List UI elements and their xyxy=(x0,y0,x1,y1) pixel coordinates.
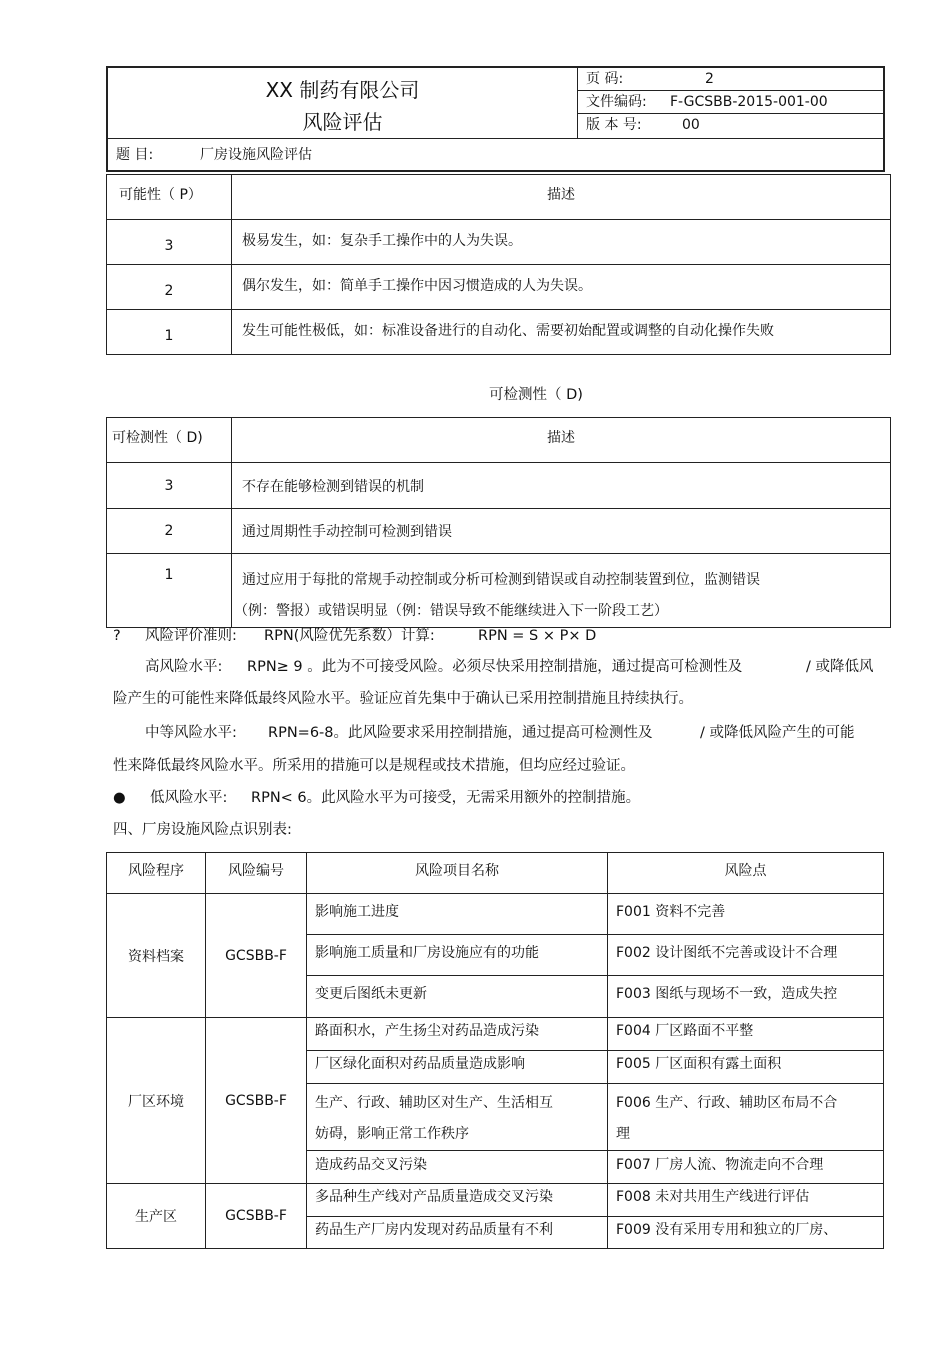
header-risk-point: 风险点 xyxy=(608,853,884,894)
detectability-desc: 通过周期性手动控制可检测到错误 xyxy=(232,509,891,554)
table-header-row xyxy=(107,853,884,894)
subject-label: 题 目: xyxy=(116,147,154,163)
table-row xyxy=(107,1184,884,1217)
risk-item-name-cell xyxy=(307,1084,608,1151)
header-program: 风险程序 xyxy=(107,853,206,894)
possibility-level: 1 xyxy=(107,310,232,355)
detectability-desc: 不存在能够检测到错误的机制 xyxy=(232,463,891,509)
risk-program: 资料档案 xyxy=(107,894,206,1018)
risk-point: F008 未对共用生产线进行评估 xyxy=(608,1184,884,1217)
risk-item-name-cont: 妨碍，影响正常工作秩序 xyxy=(315,1126,469,1142)
page-label: 页 码: xyxy=(586,71,624,87)
high-risk-text: RPN≥ 9 。此为不可接受风险。必须尽快采用控制措施，通过提高可检测性及 xyxy=(247,659,743,675)
risk-item-name: 变更后图纸未更新 xyxy=(307,976,608,1018)
medium-risk-text: RPN=6-8。此风险要求采用控制措施，通过提高可检测性及 xyxy=(268,725,653,741)
doc-code-row xyxy=(578,91,885,114)
doc-code-value: F-GCSBB-2015-001-00 xyxy=(670,94,828,110)
description-col-header: 描述 xyxy=(232,418,891,463)
section-4-heading: 四、厂房设施风险点识别表: xyxy=(113,822,292,838)
risk-point: F001 资料不完善 xyxy=(608,894,884,935)
table-row xyxy=(107,1018,884,1051)
detectability-col-header: 可检测性（ D) xyxy=(107,418,232,463)
possibility-level: 3 xyxy=(107,220,232,265)
risk-point-table xyxy=(106,852,884,1249)
risk-item-name: 生产、行政、辅助区对生产、生活相互 xyxy=(315,1095,553,1111)
high-risk-text-end: / 或降低风 xyxy=(806,659,874,675)
document-header xyxy=(106,66,885,172)
page-value: 2 xyxy=(705,71,714,87)
risk-point: F007 厂房人流、物流走向不合理 xyxy=(608,1151,884,1184)
risk-point: F006 生产、行政、辅助区布局不合 xyxy=(616,1095,838,1111)
medium-risk-text-cont: 性来降低最终风险水平。所采用的措施可以是规程或技术措施，但均应经过验证。 xyxy=(113,758,635,774)
company-name: XX 制药有限公司 xyxy=(265,78,420,102)
risk-item-name: 造成药品交叉污染 xyxy=(307,1151,608,1184)
detectability-level: 2 xyxy=(107,509,232,554)
risk-point: F005 厂区面积有露土面积 xyxy=(608,1051,884,1084)
medium-risk-label: 中等风险水平: xyxy=(145,725,237,741)
version-value: 00 xyxy=(682,117,700,133)
possibility-level: 2 xyxy=(107,265,232,310)
detectability-table xyxy=(106,417,891,628)
risk-code: GCSBB-F xyxy=(206,1018,307,1184)
table-row xyxy=(107,894,884,935)
table-row xyxy=(107,554,891,628)
description-col-header: 描述 xyxy=(232,175,891,220)
table-header-row xyxy=(107,175,891,220)
rpn-text: RPN(风险优先系数）计算: xyxy=(264,628,435,644)
high-risk-text-cont: 险产生的可能性来降低最终风险水平。验证应首先集中于确认已采用控制措施且持续执行。 xyxy=(113,691,693,707)
detectability-desc-cont: （例：警报）或错误明显（例：错误导致不能继续进入下一阶段工艺） xyxy=(234,603,668,619)
header-code: 风险编号 xyxy=(206,853,307,894)
low-risk-label: 低风险水平: xyxy=(150,790,228,806)
criteria-label: 风险评价准则: xyxy=(145,628,237,644)
header-item-name: 风险项目名称 xyxy=(307,853,608,894)
risk-item-name: 影响施工质量和厂房设施应有的功能 xyxy=(307,935,608,976)
table-row xyxy=(107,463,891,509)
possibility-desc: 极易发生，如：复杂手工操作中的人为失误。 xyxy=(232,220,891,265)
table-header-row xyxy=(107,418,891,463)
risk-point: F002 设计图纸不完善或设计不合理 xyxy=(608,935,884,976)
possibility-desc: 偶尔发生，如：简单手工操作中因习惯造成的人为失误。 xyxy=(232,265,891,310)
table-row xyxy=(107,220,891,265)
page-number-row xyxy=(578,68,885,91)
version-row xyxy=(578,114,885,138)
risk-code: GCSBB-F xyxy=(206,894,307,1018)
document-title: 风险评估 xyxy=(302,110,383,134)
table-row xyxy=(107,265,891,310)
version-label: 版 本 号: xyxy=(586,117,642,133)
detectability-level: 3 xyxy=(107,463,232,509)
risk-point-cont: 理 xyxy=(616,1126,630,1142)
risk-point: F004 厂区路面不平整 xyxy=(608,1018,884,1051)
risk-item-name: 多品种生产线对产品质量造成交叉污染 xyxy=(307,1184,608,1217)
risk-point: F009 没有采用专用和独立的厂房、 xyxy=(608,1217,884,1249)
subject-value: 厂房设施风险评估 xyxy=(200,147,312,163)
possibility-col-header: 可能性（ P） xyxy=(107,175,232,220)
risk-item-name: 路面积水，产生扬尘对药品造成污染 xyxy=(307,1018,608,1051)
table-row xyxy=(107,310,891,355)
low-risk-text: RPN< 6。此风险水平为可接受，无需采用额外的控制措施。 xyxy=(251,790,641,806)
medium-risk-text-end: / 或降低风险产生的可能 xyxy=(700,725,855,741)
risk-item-name: 影响施工进度 xyxy=(307,894,608,935)
rpn-formula: RPN = S × P× D xyxy=(478,628,597,644)
criteria-bullet: ? xyxy=(113,628,121,644)
doc-code-label: 文件编码: xyxy=(586,94,647,110)
subject-row xyxy=(108,138,883,172)
high-risk-label: 高风险水平: xyxy=(145,659,223,675)
detectability-level: 1 xyxy=(107,554,232,628)
possibility-desc: 发生可能性极低，如：标准设备进行的自动化、需要初始配置或调整的自动化操作失败 xyxy=(232,310,891,355)
detectability-desc-cell xyxy=(232,554,891,628)
risk-item-name: 药品生产厂房内发现对药品质量有不利 xyxy=(307,1217,608,1249)
header-title-cell xyxy=(108,68,578,138)
risk-item-name: 厂区绿化面积对药品质量造成影响 xyxy=(307,1051,608,1084)
detectability-desc: 通过应用于每批的常规手动控制或分析可检测到错误或自动控制装置到位，监测错误 xyxy=(242,572,760,588)
possibility-table xyxy=(106,174,891,355)
risk-code: GCSBB-F xyxy=(206,1184,307,1249)
low-risk-bullet: ● xyxy=(113,790,126,806)
risk-program: 生产区 xyxy=(107,1184,206,1249)
risk-point-cell xyxy=(608,1084,884,1151)
table-row xyxy=(107,509,891,554)
risk-point: F003 图纸与现场不一致，造成失控 xyxy=(608,976,884,1018)
detectability-heading: 可检测性（ D) xyxy=(489,387,583,403)
risk-program: 厂区环境 xyxy=(107,1018,206,1184)
